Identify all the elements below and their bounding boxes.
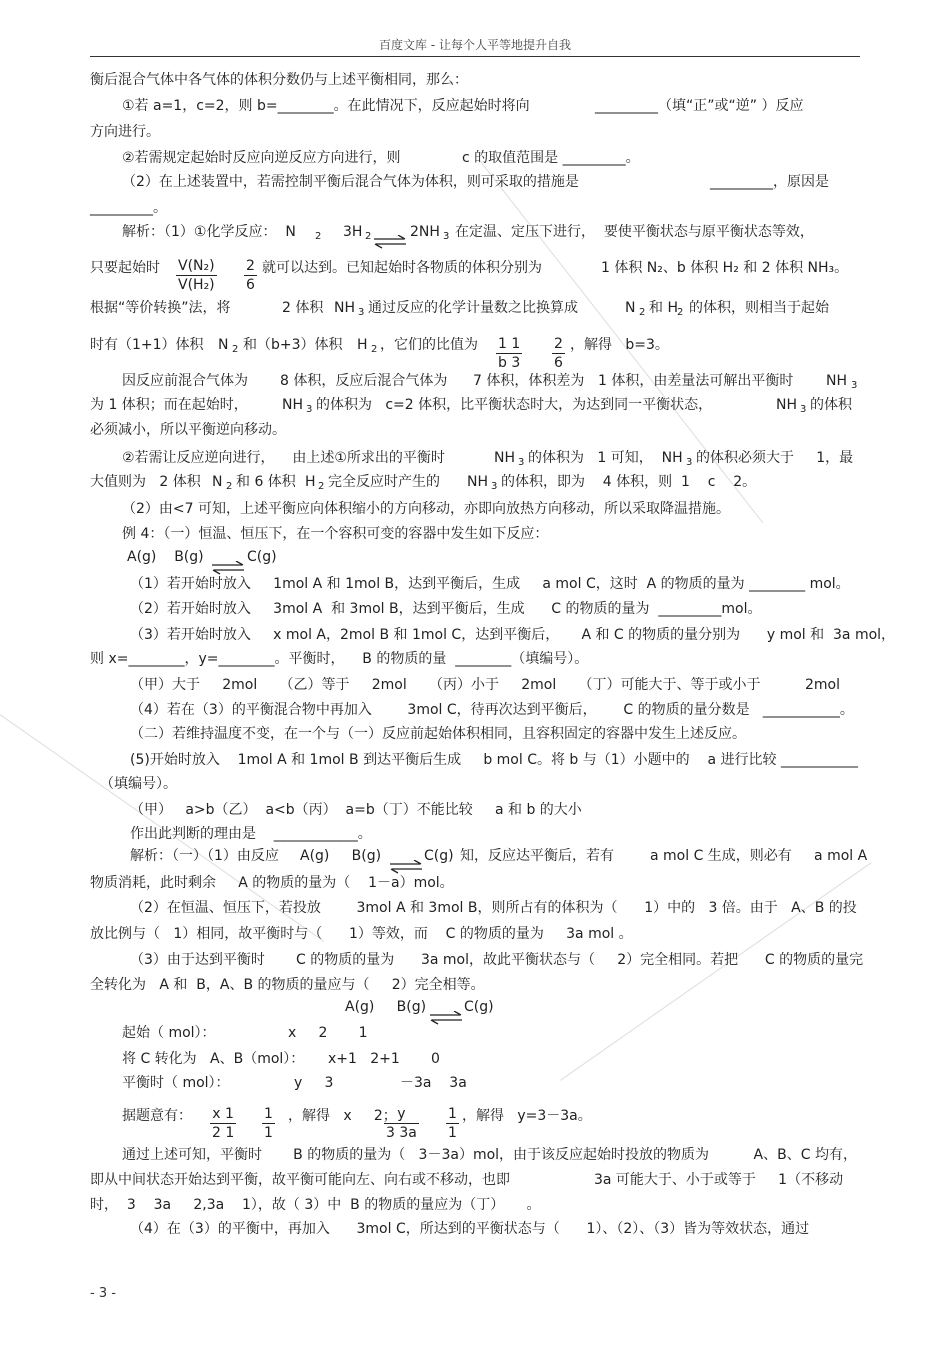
text-segment: N <box>625 300 636 316</box>
text-line <box>0 196 950 220</box>
text-segment: ②若需让反应逆向进行， 由上述①所求出的平衡时 <box>122 450 445 466</box>
fraction: $\frac{2}{6}$ <box>554 336 563 371</box>
text-line <box>0 1217 950 1241</box>
text-segment: 例 4：（一）恒温、恒压下，在一个容积可变的容器中发生如下反应： <box>122 526 549 542</box>
text-line <box>0 256 950 280</box>
text-segment: 据题意有： <box>122 1108 192 1124</box>
text-segment: （4）在（3）的平衡中，再加入 3mol C，所达到的平衡状态与（ 1）、（2）、（3）皆为等效状态，通过 <box>130 1221 810 1237</box>
text-segment: 的体积 <box>810 397 852 413</box>
text-line <box>0 623 950 647</box>
equilibrium-arrow-icon <box>388 860 424 874</box>
text-line <box>0 748 950 772</box>
text-line <box>0 1104 950 1128</box>
text-line <box>0 844 950 868</box>
text-segment: 的体积必须大于 1，最 <box>696 450 854 466</box>
text-segment: ，解得 b=3。 <box>570 337 669 353</box>
text-segment: H <box>305 474 316 490</box>
text-line <box>0 418 950 442</box>
text-segment: 3 <box>851 380 858 391</box>
text-segment: 3 <box>518 457 525 468</box>
text-segment: （3）若开始时放入 x mol A，2mol B 和 1mol C，达到平衡后， A 和 C 的物质的量分别为 y mol 和 3a mol， <box>130 627 896 643</box>
text-segment: NH <box>494 450 515 466</box>
text-line <box>0 497 950 521</box>
text-segment: （2）在恒温、恒压下，若投放 3mol A 和 3mol B，则所占有的体积为（ 1）中的 3 倍。由于 A、B 的投 <box>130 900 857 916</box>
text-segment: 3H <box>343 224 363 240</box>
text-segment: 时， 3 3a 2,3a 1），故（ 3）中 B 的物质的量应为（丁） 。 <box>90 1197 541 1213</box>
text-segment: a mol C 生成，则必有 a mol A <box>650 848 868 864</box>
text-segment: N <box>218 337 229 353</box>
text-segment: （甲）大于 2mol （乙）等于 2mol （丙）小于 2mol （丁）可能大于、等于或小于 2mol <box>130 677 841 693</box>
equilibrium-arrow-icon <box>428 1011 464 1025</box>
text-segment: 1 体积，由差量法可解出平衡时 <box>598 373 794 389</box>
fraction: $\frac{x 1}{2 1}$ <box>212 1106 235 1141</box>
fraction: $\frac{\text{V(N₂)}}{\text{V(H₂)}}$ <box>178 258 215 293</box>
text-segment: A(g) B(g) <box>300 848 382 864</box>
text-segment: 2 <box>639 307 646 318</box>
text-segment: 3 <box>800 404 807 415</box>
text-segment: 3 <box>443 231 450 242</box>
text-line <box>0 948 950 972</box>
text-line <box>0 369 950 393</box>
text-segment: 根据“等价转换”法，将 <box>90 300 231 316</box>
text-segment: N <box>212 474 223 490</box>
text-segment: A(g) B(g) <box>127 549 204 565</box>
text-segment: 2 <box>371 344 378 355</box>
text-segment: 大值则为 2 体积 <box>90 474 201 490</box>
text-line <box>0 772 950 796</box>
text-line <box>0 995 950 1019</box>
text-segment: ②若需规定起始时反应向逆反应方向进行，则 <box>122 150 401 166</box>
text-segment: 2 体积 <box>282 300 324 316</box>
text-segment: 的体积，则相当于起始 <box>689 300 829 316</box>
text-segment: ，解得 y=3－3a。 <box>462 1108 592 1124</box>
text-line <box>0 722 950 746</box>
fraction: $\frac{1}{1}$ <box>264 1106 273 1141</box>
text-segment: 3 <box>686 457 693 468</box>
text-segment: NH <box>282 397 303 413</box>
text-segment: C(g) <box>247 549 277 565</box>
text-line <box>0 798 950 822</box>
text-segment: 作出此判断的理由是 ____________。 <box>130 826 372 842</box>
equilibrium-arrow-icon <box>372 235 408 249</box>
text-line <box>0 94 950 118</box>
text-segment: H <box>357 337 368 353</box>
text-segment: _________。 <box>90 200 167 216</box>
equilibrium-arrow-icon <box>210 561 246 575</box>
text-segment: 和 H <box>649 300 678 316</box>
text-segment: 的体积为 c=2 体积，比平衡状态时大，为达到同一平衡状态， <box>316 397 713 413</box>
text-segment: （1）若开始时放入 1mol A 和 1mol B，达到平衡后，生成 a mol C，这时 A 的物质的量为 ________ mol。 <box>130 576 850 592</box>
text-segment: （4）若在（3）的平衡混合物中再加入 3mol C，待再次达到平衡后， C 的物质的量分数是 ___________。 <box>130 702 854 718</box>
text-line <box>0 146 950 170</box>
text-segment: 衡后混合气体中各气体的体积分数仍与上述平衡相同，那么： <box>90 72 468 88</box>
text-segment: 3 <box>306 404 313 415</box>
text-segment: 3 <box>491 481 498 492</box>
text-segment: 2 <box>226 481 233 492</box>
text-segment: _________（填“正”或“逆” ）反应 <box>595 98 804 114</box>
text-line <box>0 1168 950 1192</box>
text-line <box>0 822 950 846</box>
text-segment: (5)开始时放入 1mol A 和 1mol B 到达平衡后生成 b mol C。将 b 与（1）小题中的 a 进行比较 ___________ <box>130 752 858 768</box>
text-line <box>0 296 950 320</box>
fraction: $\frac{y}{3 3a}$ <box>386 1106 417 1141</box>
text-line <box>0 522 950 546</box>
text-segment: 方向进行。 <box>90 124 160 140</box>
text-segment: 只要起始时 <box>90 260 160 276</box>
text-segment: 为 1 体积；而在起始时， <box>90 397 248 413</box>
text-segment: 和（b+3）体积 <box>243 337 343 353</box>
text-segment: 的体积为 1 可知， NH <box>528 450 683 466</box>
text-segment: x 2 1 <box>288 1025 368 1041</box>
page-number: - 3 - <box>90 1286 116 1301</box>
text-segment: （2）由<7 可知，上述平衡应向体积缩小的方向移动，亦即向放热方向移动，所以采取降温措施。 <box>122 501 730 517</box>
text-line <box>0 470 950 494</box>
text-line <box>0 1193 950 1217</box>
text-line <box>0 572 950 596</box>
text-segment: 7 体积，体积差为 <box>473 373 585 389</box>
text-segment: 必须减小，所以平衡逆向移动。 <box>90 422 286 438</box>
text-line <box>0 220 950 244</box>
text-segment: NH <box>776 397 797 413</box>
text-segment: 通过上述可知，平衡时 B 的物质的量为（ 3－3a）mol，由于该反应起始时投放的物质为 A、B、C 均有， <box>122 1147 857 1163</box>
fraction: $\frac{1 1}{b 3}$ <box>498 336 521 371</box>
text-segment: 将 C 转化为 A、B（mol）： <box>122 1051 305 1067</box>
text-segment: （2）若开始时放入 3mol A 和 3mol B，达到平衡后，生成 C 的物质的量为 _________mol。 <box>130 601 762 617</box>
text-segment: 1 体积 N₂、b 体积 H₂ 和 2 体积 NH₃。 <box>601 260 849 276</box>
text-segment: 就可以达到。已知起始时各物质的体积分别为 <box>262 260 542 276</box>
text-segment: A(g) B(g) <box>345 999 427 1015</box>
text-line <box>0 545 950 569</box>
text-line <box>0 673 950 697</box>
text-segment: C(g) <box>464 999 494 1015</box>
text-segment: ，解得 x 2； <box>288 1108 397 1124</box>
text-line <box>0 698 950 722</box>
text-segment: 2NH <box>410 224 440 240</box>
text-segment: 2 <box>232 344 239 355</box>
text-line <box>0 1047 950 1071</box>
text-segment: x+1 2+1 0 <box>328 1051 440 1067</box>
text-line <box>0 170 950 194</box>
text-segment: 2 <box>318 481 325 492</box>
text-segment: （3）由于达到平衡时 C 的物质的量为 3a mol，故此平衡状态与（ 2）完全相同。若把 C 的物质的量完 <box>130 952 864 968</box>
text-line <box>0 896 950 920</box>
text-segment: （2）在上述装置中，若需控制平衡后混合气体为体积，则可采取的措施是 <box>122 174 579 190</box>
text-segment: c 的取值范围是 _________。 <box>462 150 640 166</box>
text-segment: 和 6 体积 <box>236 474 296 490</box>
text-segment: 2 <box>315 231 322 242</box>
text-segment: 通过反应的化学计量数之比换算成 <box>368 300 578 316</box>
text-line <box>0 922 950 946</box>
text-segment: 放比例与（ 1）相同，故平衡时与（ 1）等效，而 C 的物质的量为 3a mol 。 <box>90 926 633 942</box>
text-line <box>0 68 950 92</box>
page-header: 百度文库 - 让每个人平等地提升自我 <box>379 38 571 52</box>
text-segment: _________，原因是 <box>710 174 829 190</box>
text-line <box>0 1071 950 1095</box>
text-segment: 8 体积，反应后混合气体为 <box>280 373 448 389</box>
text-line <box>0 1021 950 1045</box>
text-segment: 2 <box>677 307 684 318</box>
text-segment: NH <box>334 300 355 316</box>
fraction: $\frac{2}{6}$ <box>246 258 255 293</box>
text-line <box>0 1143 950 1167</box>
text-line <box>0 120 950 144</box>
text-segment: 3 <box>358 307 365 318</box>
text-segment: （二）若维持温度不变，在一个与（一）反应前起始体积相同，且容积固定的容器中发生上述反应。 <box>130 726 746 742</box>
text-segment: 3a 可能大于、小于或等于 1（不移动 <box>594 1172 844 1188</box>
text-segment: 解析：（1）①化学反应： N <box>122 224 296 240</box>
text-segment: 起始（ mol）： <box>122 1025 216 1041</box>
text-segment: 全转化为 A 和 B，A、B 的物质的量应与（ 2）完全相等。 <box>90 977 485 993</box>
text-segment: （甲） a>b（乙） a<b（丙） a=b（丁）不能比较 a 和 b 的大小 <box>130 802 582 818</box>
text-segment: 在定温、定压下进行， 要使平衡状态与原平衡状态等效， <box>455 224 814 240</box>
header-divider <box>90 56 860 57</box>
text-segment: ①若 a=1，c=2，则 b=________。在此情况下，反应起始时将向 <box>122 98 530 114</box>
text-line <box>0 871 950 895</box>
text-segment: 的体积，即为 4 体积，则 1 c 2。 <box>501 474 757 490</box>
text-line <box>0 393 950 417</box>
text-line <box>0 647 950 671</box>
text-line <box>0 446 950 470</box>
text-segment: 平衡时（ mol）： <box>122 1075 230 1091</box>
text-segment: ，它们的比值为 <box>380 337 478 353</box>
text-line <box>0 333 950 357</box>
text-segment: －3a 3a <box>400 1075 467 1091</box>
text-line <box>0 973 950 997</box>
text-segment: C(g) <box>424 848 454 864</box>
text-segment: 即从中间状态开始达到平衡，故平衡可能向左、向右或不移动，也即 <box>90 1172 510 1188</box>
text-segment: y 3 <box>294 1075 334 1091</box>
text-segment: 知，反应达平衡后，若有 <box>460 848 614 864</box>
text-segment: NH <box>826 373 847 389</box>
text-segment: 解析：（一）（1）由反应 <box>130 848 279 864</box>
text-segment: 2 <box>365 231 372 242</box>
text-segment: 完全反应时产生的 <box>328 474 440 490</box>
text-line <box>0 597 950 621</box>
text-segment: 因反应前混合气体为 <box>122 373 248 389</box>
text-segment: 则 x=________，y=________。平衡时， B 的物质的量 ________（填编号）。 <box>90 651 589 667</box>
text-segment: 时有（1+1）体积 <box>90 337 204 353</box>
text-segment: 物质消耗，此时剩余 A 的物质的量为（ 1－a）mol。 <box>90 875 454 891</box>
text-segment: （填编号）。 <box>100 776 177 792</box>
text-segment: NH <box>467 474 488 490</box>
fraction: $\frac{1}{1}$ <box>448 1106 457 1141</box>
